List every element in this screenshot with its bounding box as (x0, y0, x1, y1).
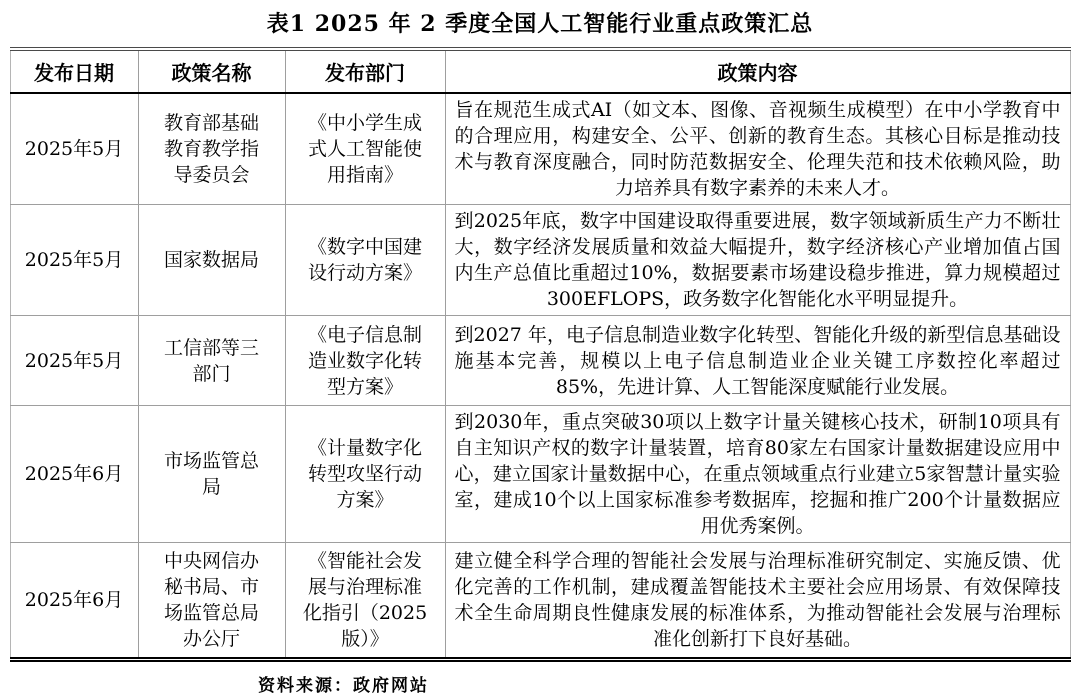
cell-publish-date: 2025年6月 (10, 406, 138, 543)
col-header-publish-date: 发布日期 (10, 49, 138, 93)
cell-policy-content: 建立健全科学合理的智能社会发展与治理标准研究制定、实施反馈、优化完善的工作机制，建成覆盖智能技术主要社会应用场景、有效保障技术全生命周期良性健康发展的标准体系，为推动智能社会发展与治理标准化创新打下良好基础。 (445, 543, 1070, 660)
header-row (10, 49, 1070, 93)
table-row (10, 406, 1070, 543)
cell-policy-content: 到2027 年，电子信息制造业数字化转型、智能化升级的新型信息基础设施基本完善，规模以上电子信息制造业企业关键工序数控化率超过85%，先进计算、人工智能深度赋能行业发展。 (445, 316, 1070, 406)
cell-publish-department: 《智能社会发展与治理标准化指引（2025版）》 (285, 543, 445, 660)
source-note: 资料来源：政府网站 (258, 676, 429, 696)
cell-publish-date: 2025年5月 (10, 205, 138, 316)
cell-policy-content: 到2030年，重点突破30项以上数字计量关键核心技术，研制10项具有自主知识产权的数字计量装置，培育80家左右国家计量数据建设应用中心，建立国家计量数据中心，在重点领域重点行业建立5家智慧计量实验室，建成10个以上国家标准参考数据库，挖掘和推广200个计量数据应用优秀案例。 (445, 406, 1070, 543)
cell-policy-name: 国家数据局 (138, 205, 285, 316)
table-row (10, 93, 1070, 205)
col-header-policy-name: 政策名称 (138, 49, 285, 93)
col-header-policy-content: 政策内容 (445, 49, 1070, 93)
cell-publish-date: 2025年5月 (10, 316, 138, 406)
cell-policy-name: 教育部基础教育教学指导委员会 (138, 93, 285, 205)
cell-policy-name: 工信部等三部门 (138, 316, 285, 406)
cell-policy-name: 市场监管总局 (138, 406, 285, 543)
cell-policy-name: 中央网信办秘书局、市场监管总局办公厅 (138, 543, 285, 660)
table-row (10, 205, 1070, 316)
cell-publish-department: 《计量数字化转型攻坚行动方案》 (285, 406, 445, 543)
policy-summary-table (10, 47, 1071, 662)
cell-publish-department: 《数字中国建设行动方案》 (285, 205, 445, 316)
cell-publish-department: 《中小学生成式人工智能使用指南》 (285, 93, 445, 205)
table-row (10, 316, 1070, 406)
page-title: 表1 2025 年 2 季度全国人工智能行业重点政策汇总 (266, 11, 814, 37)
cell-publish-date: 2025年6月 (10, 543, 138, 660)
cell-publish-department: 《电子信息制造业数字化转型方案》 (285, 316, 445, 406)
col-header-publish-department: 发布部门 (285, 49, 445, 93)
cell-policy-content: 到2025年底，数字中国建设取得重要进展，数字领域新质生产力不断壮大，数字经济发展质量和效益大幅提升，数字经济核心产业增加值占国内生产总值比重超过10%，数据要素市场建设稳步推进，算力规模超过300EFLOPS，政务数字化智能化水平明显提升。 (445, 205, 1070, 316)
cell-policy-content: 旨在规范生成式AI（如文本、图像、音视频生成模型）在中小学教育中的合理应用，构建安全、公平、创新的教育生态。其核心目标是推动技术与教育深度融合，同时防范数据安全、伦理失范和技术依赖风险，助力培养具有数字素养的未来人才。 (445, 93, 1070, 205)
table-row (10, 543, 1070, 660)
cell-publish-date: 2025年5月 (24, 138, 124, 160)
